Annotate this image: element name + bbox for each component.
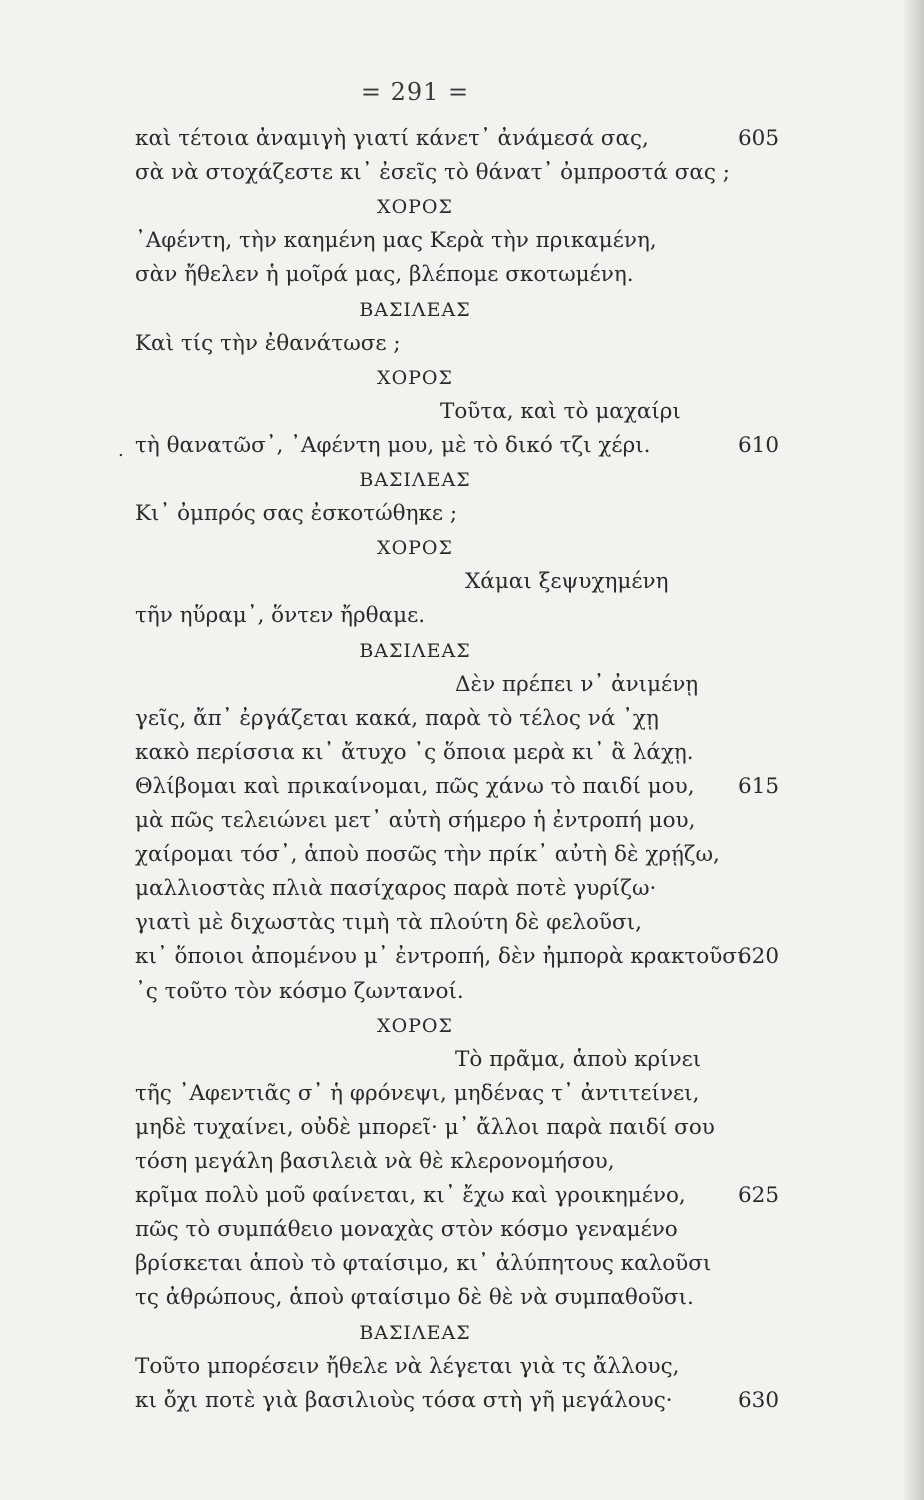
verse-text: Κι᾽ ὀμπρός σας ἐσκοτώθηκε ; [135,501,458,526]
verse-line [0,224,924,258]
verse-line [0,668,924,702]
speaker-heading: ΧΟΡΟΣ [377,367,453,389]
page-number: = 291 = [360,78,470,106]
speaker-heading: ΒΑΣΙΛΕΑΣ [359,640,471,662]
verse-line [0,497,924,531]
speaker-heading: ΧΟΡΟΣ [377,537,453,559]
verse-text: σὰ νὰ στοχάζεστε κι᾽ ἐσεῖς τὸ θάνατ᾽ ὀμπροστά σας ; [135,160,731,185]
verse-line [0,940,924,974]
verse-line [0,395,924,429]
verse-line [0,599,924,633]
verse-text: μαλλιοστὰς πλιὰ πασίχαρος παρὰ ποτὲ γυρίζω· [135,876,657,901]
verse-line [0,565,924,599]
verse-text: γιατὶ μὲ διχωστὰς τιμὴ τὰ πλούτη δὲ φελοῦσι, [135,910,642,935]
line-number: 625 [738,1183,780,1208]
verse-text: Θλίβομαι καὶ πρικαίνομαι, πῶς χάνω τὸ παιδί μου, [135,774,695,799]
verse-text: κι ὄχι ποτὲ γιὰ βασιλιοὺς τόσα στὴ γῆ μεγάλους· [135,1388,673,1413]
verse-line [0,975,924,1009]
verse-line [0,1213,924,1247]
verse-line [0,838,924,872]
margin-mark: . [118,440,124,461]
verse-text: μηδὲ τυχαίνει, οὐδὲ μπορεῖ· μ᾽ ἄλλοι παρὰ παιδί σου [135,1115,715,1140]
verse-text: πῶς τὸ συμπάθειο μοναχὰς στὸν κόσμο γεναμένο [135,1217,678,1242]
verse-text: καὶ τέτοια ἀναμιγὴ γιατί κάνετ᾽ ἀνάμεσά σας, [135,126,649,151]
verse-line [0,702,924,736]
line-number: 605 [738,126,780,151]
verse-text: ᾽ς τοῦτο τὸν κόσμο ζωντανοί. [135,979,464,1004]
verse-text: γεῖς, ἄπ᾽ ἐργάζεται κακά, παρὰ τὸ τέλος νά ᾽χῃ [135,706,659,731]
verse-line [0,804,924,838]
verse-line [0,1179,924,1213]
speaker-heading: ΒΑΣΙΛΕΑΣ [359,1322,471,1344]
verse-text: Τοῦτα, καὶ τὸ μαχαίρι [440,399,681,424]
line-number: 615 [738,774,780,799]
line-number: 620 [738,944,780,969]
verse-line [0,1281,924,1315]
verse-line [0,156,924,190]
line-number: 610 [738,433,780,458]
verse-text: κρῖμα πολὺ μοῦ φαίνεται, κι᾽ ἔχω καὶ γροικημένο, [135,1183,686,1208]
verse-line [0,1350,924,1384]
verse-text: τῆς ᾽Αφεντιᾶς σ᾽ ἡ φρόνεψι, μηδένας τ᾽ ἀντιτείνει, [135,1081,700,1106]
verse-line [0,1247,924,1281]
verse-line [0,1384,924,1418]
verse-line [0,906,924,940]
speaker-heading: ΧΟΡΟΣ [377,1015,453,1037]
verse-text: τς ἀθρώπους, ἁποὺ φταίσιμο δὲ θὲ νὰ συμπαθοῦσι. [135,1285,694,1310]
verse-text: τὴ θανατῶσ᾽, ᾽Αφέντη μου, μὲ τὸ δικό τζι χέρι. [135,433,651,458]
verse-text: Καὶ τίς τὴν ἐθανάτωσε ; [135,331,401,356]
speaker-heading: ΧΟΡΟΣ [377,196,453,218]
line-number: 630 [738,1388,780,1413]
verse-line [0,258,924,292]
verse-text: κι᾽ ὅποιοι ἀπομένου μ᾽ ἐντροπή, δὲν ἠμπορὰ κρακτοῦσι [135,944,746,969]
verse-line [0,1145,924,1179]
verse-text: Χάμαι ξεψυχημένη [465,569,669,594]
verse-line [0,1111,924,1145]
verse-line [0,1077,924,1111]
verse-text: ᾽Αφέντη, τὴν καημένη μας Κερὰ τὴν πρικαμένη, [135,228,657,253]
verse-line [0,122,924,156]
verse-text: τόση μεγάλη βασιλειὰ νὰ θὲ κλερονομήσου, [135,1149,615,1174]
verse-line [0,1043,924,1077]
verse-text: βρίσκεται ἁποὺ τὸ φταίσιμο, κι᾽ ἀλύπητους καλοῦσι [135,1251,712,1276]
verse-text: Δὲν πρέπει ν᾽ ἀνιμένῃ [455,672,699,697]
verse-line [0,429,924,463]
verse-line [0,770,924,804]
speaker-heading: ΒΑΣΙΛΕΑΣ [359,469,471,491]
verse-text: τῆν ηὕραμ᾽, ὅντεν ἤρθαμε. [135,603,426,628]
verse-text: σὰν ἤθελεν ἡ μοῖρά μας, βλέπομε σκοτωμένη. [135,262,634,287]
verse-text: Τὸ πρᾶμα, ἁποὺ κρίνει [455,1047,702,1072]
verse-text: Τοῦτο μπορέσειν ἤθελε νὰ λέγεται γιὰ τς ἄλλους, [135,1354,680,1379]
verse-text: χαίρομαι τόσ᾽, ἁποὺ ποσῶς τὴν πρίκ᾽ αὐτὴ δὲ χρῄζω, [135,842,720,867]
verse-text: μὰ πῶς τελειώνει μετ᾽ αὐτὴ σήμερο ἡ ἐντροπή μου, [135,808,696,833]
speaker-heading: ΒΑΣΙΛΕΑΣ [359,299,471,321]
verse-text: κακὸ περίσσια κι᾽ ἄτυχο ᾽ς ὅποια μερὰ κι᾽ ἃ λάχῃ. [135,740,694,765]
verse-line [0,872,924,906]
verse-line [0,327,924,361]
page-edge-shadow [902,0,924,1500]
verse-line [0,736,924,770]
